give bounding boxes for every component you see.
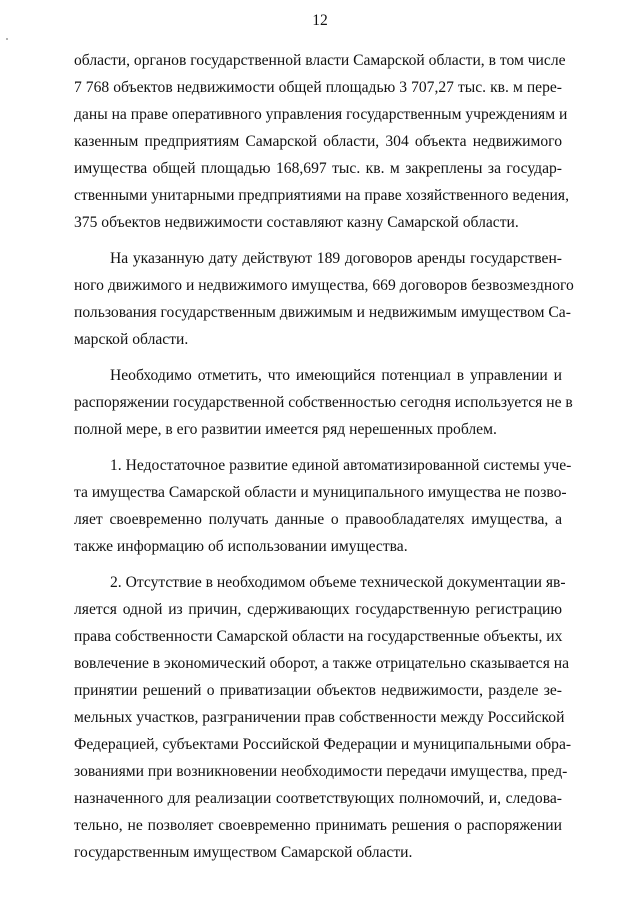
- text-line: 375 объектов недвижимости составляют казну Самарской области.: [74, 214, 519, 231]
- text-line: зованиями при возникновении необходимости передачи имущества, пред-: [74, 763, 568, 780]
- text-line: Необходимо отметить, что имеющийся потенциал в управлении и: [110, 367, 562, 384]
- paragraph-2: [74, 245, 574, 353]
- text-line: распоряжении государственной собственностью сегодня используется не в: [74, 394, 573, 411]
- text-line: даны на праве оперативного управления государственным учреждениям и: [74, 106, 568, 123]
- text-line: ственными унитарными предприятиями на праве хозяйственного ведения,: [74, 187, 569, 204]
- text-line: мельных участков, разграничении прав собственности между Российской: [74, 709, 565, 726]
- text-line: та имущества Самарской области и муниципального имущества не позво-: [74, 484, 567, 501]
- text-line: государственным имуществом Самарской области.: [74, 844, 413, 861]
- text-line: 2. Отсутствие в необходимом объеме технической документации яв-: [110, 574, 566, 591]
- text-line: ного движимого и недвижимого имущества, 669 договоров безвозмездного: [74, 277, 574, 294]
- paragraph-3: [74, 362, 573, 443]
- text-line: 1. Недостаточное развитие единой автоматизированной системы уче-: [110, 457, 572, 474]
- text-line: Федерацией, субъектами Российской Федерации и муниципальными обра-: [74, 736, 572, 753]
- text-line: пользования государственным движимым и недвижимым имуществом Са-: [74, 304, 571, 321]
- document-body: [74, 47, 574, 866]
- text-line: 7 768 объектов недвижимости общей площадью 3 707,27 тыс. кв. м пере-: [74, 79, 562, 96]
- page-number: 12: [312, 12, 328, 29]
- text-line: марской области.: [74, 331, 189, 348]
- text-line: тельно, не позволяет своевременно принимать решения о распоряжении: [74, 817, 562, 834]
- text-line: права собственности Самарской области на государственные объекты, их: [74, 628, 563, 645]
- text-line: также информацию об использовании имущества.: [74, 538, 408, 555]
- text-line: принятии решений о приватизации объектов недвижимости, разделе зе-: [74, 682, 562, 699]
- scan-dot: [6, 38, 8, 40]
- text-line: На указанную дату действуют 189 договоров аренды государствен-: [110, 250, 562, 267]
- paragraph-5: [74, 569, 572, 866]
- text-line: ляет своевременно получать данные о правообладателях имущества, а: [74, 511, 562, 528]
- text-line: назначенного для реализации соответствующих полномочий, и, следова-: [74, 790, 562, 807]
- text-line: ляется одной из причин, сдерживающих государственную регистрацию: [74, 601, 562, 618]
- paragraph-4: [74, 452, 572, 560]
- text-line: полной мере, в его развитии имеется ряд нерешенных проблем.: [74, 421, 497, 438]
- text-line: области, органов государственной власти Самарской области, в том числе: [74, 52, 566, 69]
- text-line: казенным предприятиям Самарской области, 304 объекта недвижимого: [74, 133, 562, 150]
- paragraph-1: [74, 47, 569, 236]
- text-line: имущества общей площадью 168,697 тыс. кв. м закреплены за государ-: [74, 160, 562, 177]
- text-line: вовлечение в экономический оборот, а также отрицательно сказывается на: [74, 655, 570, 672]
